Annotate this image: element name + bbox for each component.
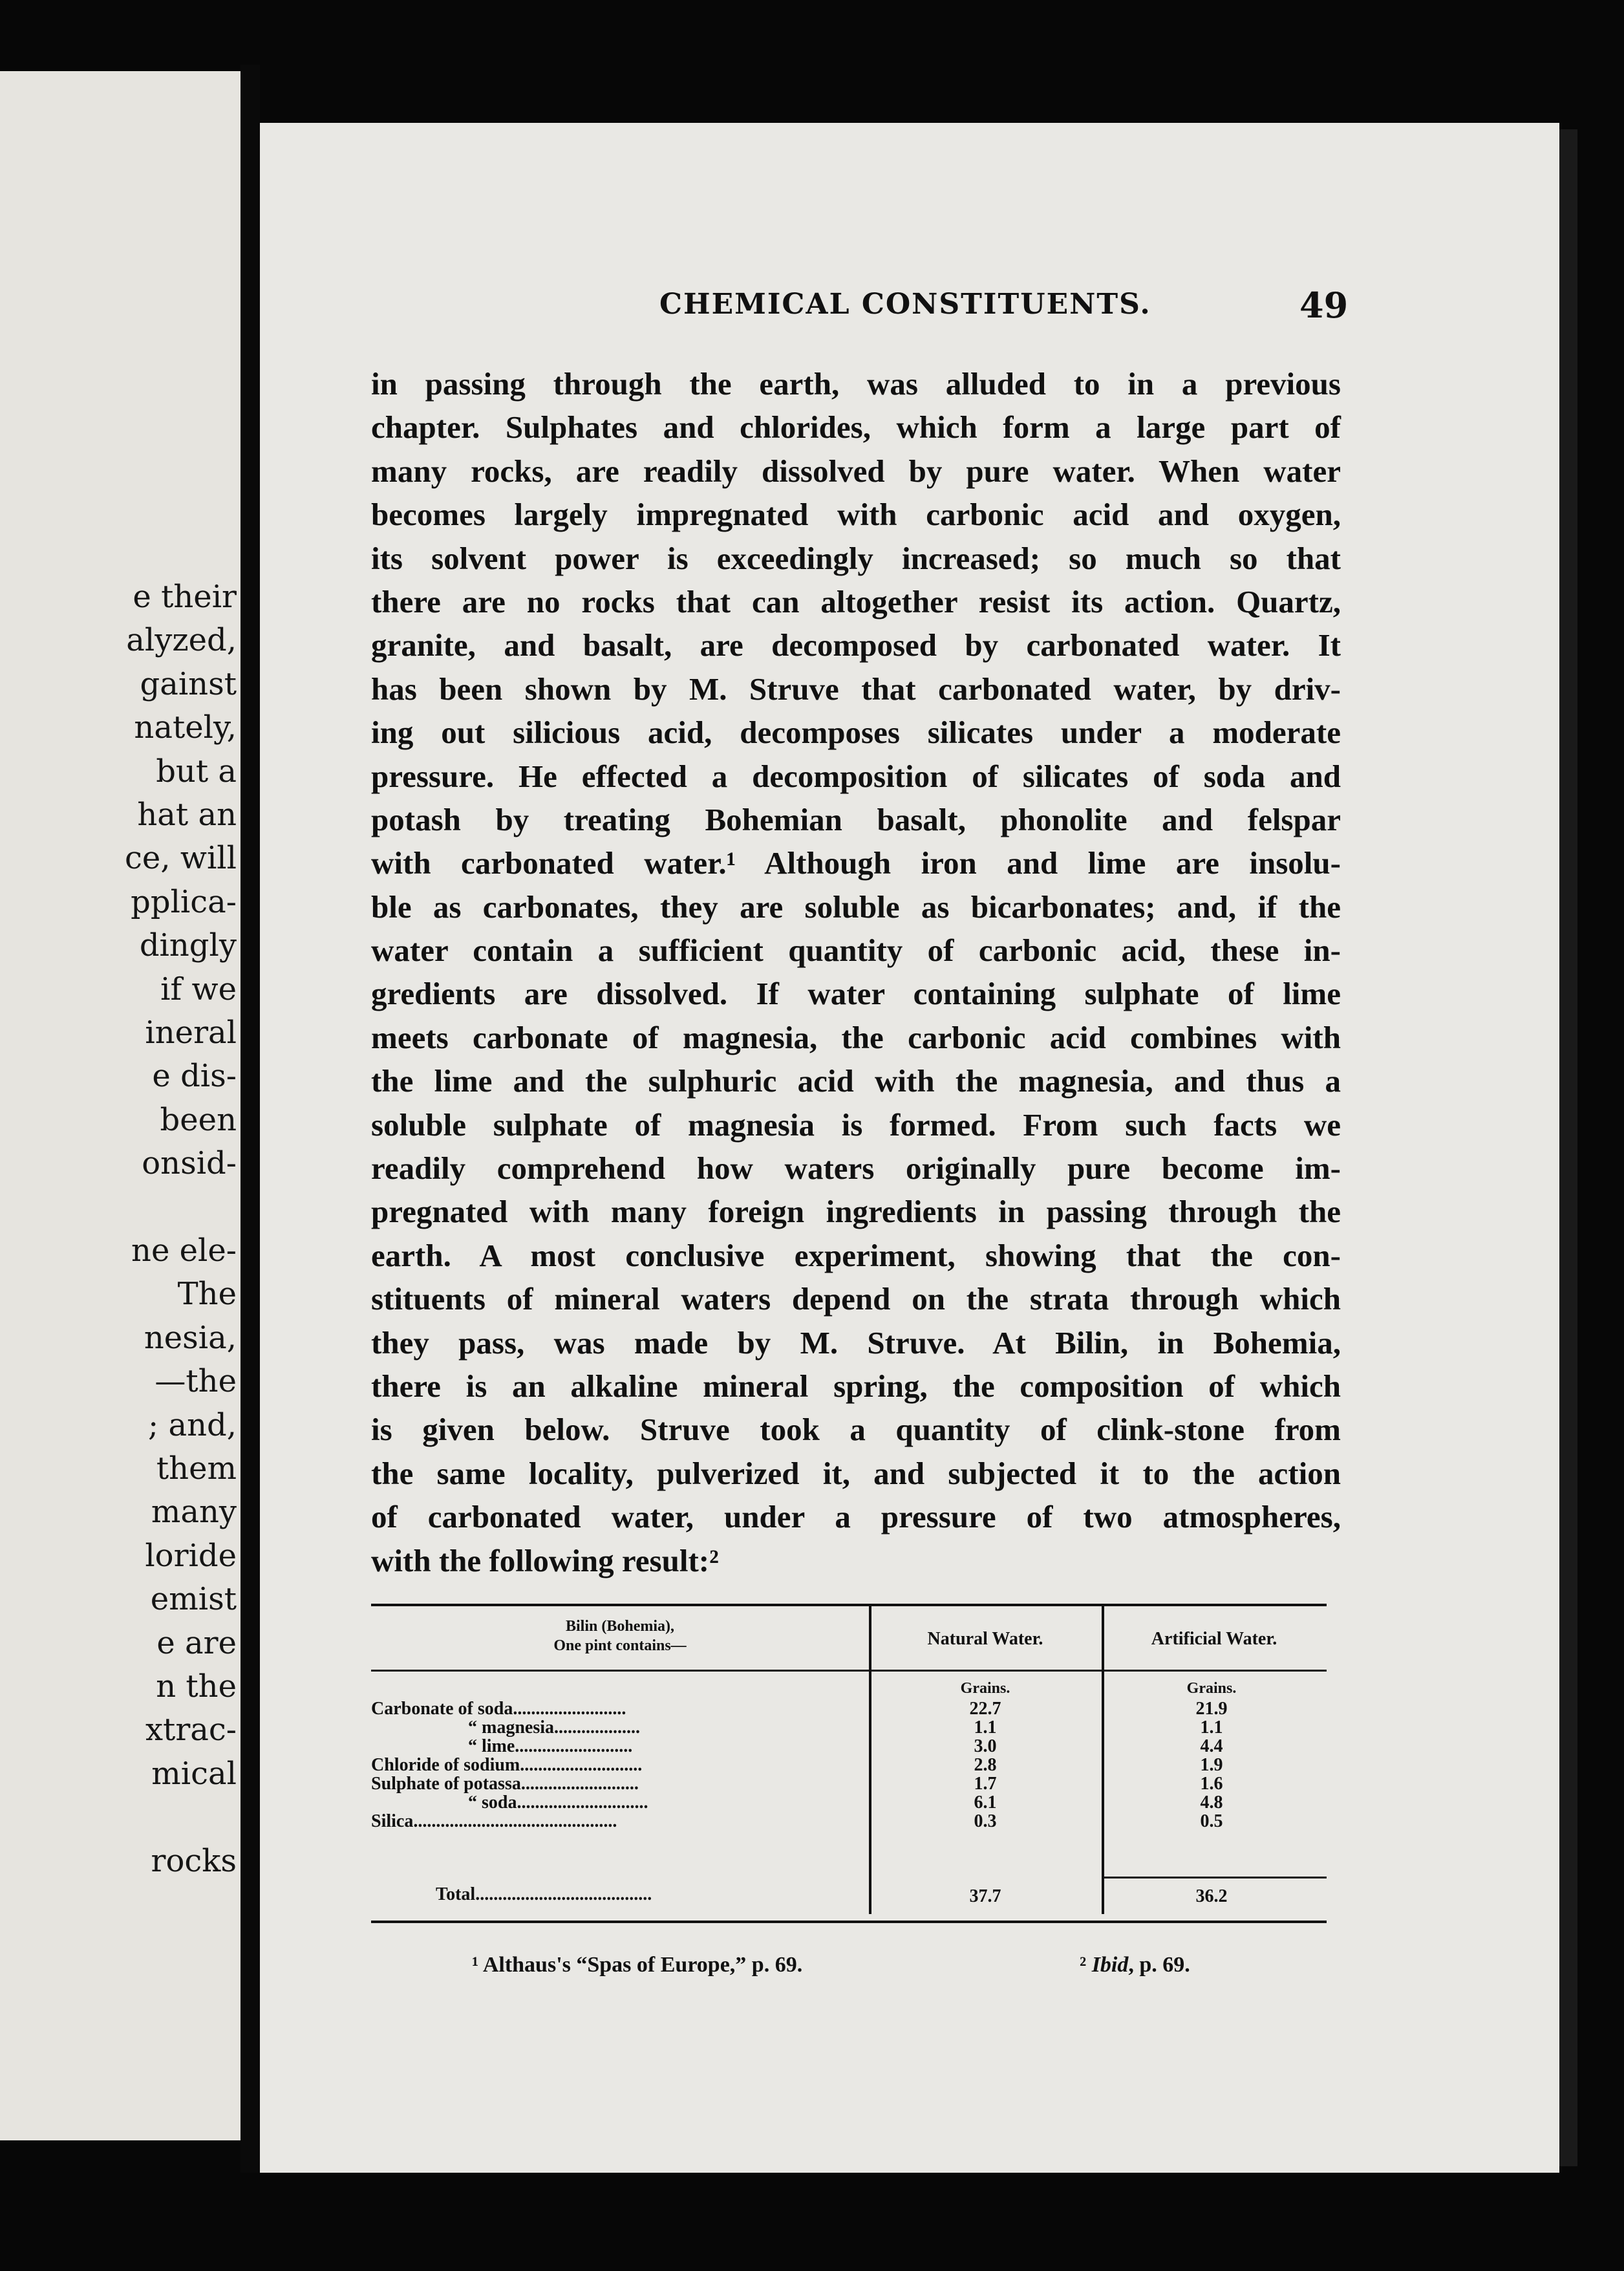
- previous-page-text-fragment: alyzed,: [126, 622, 237, 659]
- previous-page-text-fragment: e dis-: [152, 1058, 237, 1095]
- table-row-label: “ lime..........................: [468, 1736, 633, 1756]
- footnote-2-ibid: Ibid: [1091, 1953, 1129, 1977]
- body-line: pregnated with many foreign ingredients in passing through the: [371, 1194, 1341, 1230]
- previous-page-text-fragment: pplica-: [131, 883, 237, 920]
- table-column-rule: [869, 1604, 871, 1914]
- table-cell-artificial: 4.4: [1200, 1736, 1223, 1756]
- table-cell-natural: 2.8: [974, 1755, 997, 1775]
- body-text: [371, 362, 1341, 1582]
- body-line: pressure. He effected a decomposition of silicates of soda and: [371, 758, 1341, 794]
- total-label: Total.......................................: [436, 1884, 652, 1904]
- previous-page-text-fragment: gainst: [140, 665, 237, 702]
- column-header-artificial: Artificial Water.: [1151, 1629, 1277, 1649]
- body-line: they pass, was made by M. Struve. At Bilin, in Bohemia,: [371, 1324, 1341, 1361]
- body-line: stituents of mineral waters depend on the strata through which: [371, 1281, 1341, 1317]
- previous-page-text-fragment: ; and,: [148, 1406, 237, 1443]
- unit-label-natural: Grains.: [960, 1680, 1010, 1697]
- previous-page-text-fragment: ne ele-: [131, 1232, 237, 1269]
- composition-table: [371, 1604, 1327, 1927]
- body-line: the same locality, pulverized it, and subjected it to the action: [371, 1455, 1341, 1491]
- unit-label-artificial: Grains.: [1186, 1680, 1237, 1697]
- footnote-2: [1080, 1953, 1190, 1977]
- previous-page-text-fragment: but a: [156, 753, 237, 790]
- table-cell-artificial: 4.8: [1200, 1792, 1223, 1813]
- table-cell-artificial: 1.1: [1200, 1717, 1223, 1738]
- column-header-natural: Natural Water.: [927, 1629, 1043, 1649]
- previous-page-text-fragment: The: [177, 1276, 237, 1313]
- body-line: earth. A most conclusive experiment, showing that the con-: [371, 1237, 1341, 1273]
- page-gutter: [240, 65, 260, 2173]
- previous-page-text-fragment: many: [151, 1494, 237, 1531]
- previous-page-text-fragment: xtrac-: [145, 1712, 237, 1749]
- previous-page-text-fragment: ce, will: [125, 840, 237, 877]
- table-row-label: Carbonate of soda.........................: [371, 1699, 626, 1719]
- running-head: CHEMICAL CONSTITUENTS.: [659, 288, 1151, 321]
- table-cell-natural: 22.7: [969, 1699, 1001, 1719]
- body-line: becomes largely impregnated with carbonic acid and oxygen,: [371, 497, 1341, 533]
- table-bottom-rule: [371, 1921, 1327, 1923]
- body-line: there is an alkaline mineral spring, the composition of which: [371, 1368, 1341, 1404]
- table-cell-artificial: 0.5: [1200, 1811, 1223, 1831]
- table-cell-natural: 1.7: [974, 1774, 997, 1794]
- table-row-label: Chloride of sodium...........................: [371, 1755, 643, 1775]
- body-line: chapter. Sulphates and chlorides, which form a large part of: [371, 409, 1341, 446]
- previous-page-text-fragment: rocks: [151, 1842, 237, 1879]
- body-line: many rocks, are readily dissolved by pure water. When water: [371, 453, 1341, 489]
- footnote-2-page: , p. 69.: [1128, 1953, 1190, 1977]
- previous-page-text-fragment: e their: [133, 579, 237, 615]
- previous-page-text-fragment: nesia,: [144, 1319, 237, 1356]
- body-line: with carbonated water.¹ Although iron and lime are insolu-: [371, 845, 1341, 881]
- table-top-rule: [371, 1604, 1327, 1606]
- previous-page-text-fragment: if we: [160, 971, 237, 1007]
- previous-page-text-fragment: hat an: [137, 797, 237, 833]
- table-cell-artificial: 1.9: [1200, 1755, 1223, 1775]
- body-line: gredients are dissolved. If water containing sulphate of lime: [371, 976, 1341, 1012]
- page-edge-shadow: [1559, 129, 1577, 2166]
- table-column-rule: [1102, 1604, 1104, 1914]
- body-line: there are no rocks that can altogether resist its action. Quartz,: [371, 583, 1341, 619]
- body-line: of carbonated water, under a pressure of two atmospheres,: [371, 1499, 1341, 1535]
- previous-page-text-fragment: e are: [156, 1624, 237, 1661]
- body-line: ing out silicious acid, decomposes silicates under a moderate: [371, 715, 1341, 751]
- table-row-label: “ magnesia...................: [468, 1717, 640, 1738]
- table-cell-natural: 0.3: [974, 1811, 997, 1831]
- table-header-line: Bilin (Bohemia),: [565, 1618, 674, 1635]
- table-header-rule: [371, 1670, 1327, 1672]
- total-artificial: 36.2: [1195, 1886, 1228, 1906]
- body-line: ble as carbonates, they are soluble as bicarbonates; and, if the: [371, 888, 1341, 925]
- footnote-1: ¹ Althaus's “Spas of Europe,” p. 69.: [472, 1953, 803, 1977]
- table-cell-natural: 1.1: [974, 1717, 997, 1738]
- body-line: potash by treating Bohemian basalt, phonolite and felspar: [371, 801, 1341, 837]
- footnote-2-mark: ²: [1080, 1953, 1092, 1977]
- body-line: in passing through the earth, was alluded to in a previous: [371, 366, 1341, 402]
- total-natural: 37.7: [969, 1886, 1001, 1906]
- table-header-source: [371, 1617, 869, 1655]
- body-line: granite, and basalt, are decomposed by carbonated water. It: [371, 627, 1341, 663]
- body-line: is given below. Struve took a quantity of clink-stone from: [371, 1412, 1341, 1448]
- previous-page-text-fragment: loride: [145, 1537, 237, 1574]
- body-line: water contain a sufficient quantity of carbonic acid, these in-: [371, 932, 1341, 969]
- table-cell-natural: 3.0: [974, 1736, 997, 1756]
- page-number: 49: [1299, 285, 1349, 326]
- total-rule: [1102, 1877, 1327, 1878]
- table-row-label: Sulphate of potassa..........................: [371, 1774, 639, 1794]
- previous-page-text-fragment: dingly: [139, 927, 237, 964]
- table-cell-natural: 6.1: [974, 1792, 997, 1813]
- previous-page-text-fragment: them: [156, 1450, 237, 1487]
- body-line: the lime and the sulphuric acid with the magnesia, and thus a: [371, 1063, 1341, 1099]
- body-line: soluble sulphate of magnesia is formed. From such facts we: [371, 1106, 1341, 1143]
- previous-page-text-fragment: n the: [156, 1668, 237, 1705]
- previous-page-text-fragment: nately,: [134, 709, 237, 746]
- body-line: meets carbonate of magnesia, the carbonic acid combines with: [371, 1019, 1341, 1055]
- previous-page-fragment: [0, 71, 240, 2140]
- body-line: its solvent power is exceedingly increased; so much so that: [371, 540, 1341, 576]
- previous-page-text-fragment: mical: [151, 1755, 237, 1792]
- table-row-label: “ soda.............................: [468, 1792, 648, 1813]
- previous-page-text-fragment: onsid-: [142, 1145, 237, 1182]
- table-cell-artificial: 21.9: [1195, 1699, 1228, 1719]
- previous-page-text-fragment: —the: [155, 1363, 237, 1400]
- body-line: readily comprehend how waters originally pure become im-: [371, 1150, 1341, 1187]
- previous-page-text-fragment: emist: [150, 1581, 237, 1618]
- previous-page-text-fragment: ineral: [145, 1015, 237, 1051]
- table-cell-artificial: 1.6: [1200, 1774, 1223, 1794]
- body-line: has been shown by M. Struve that carbonated water, by driv-: [371, 671, 1341, 707]
- table-header-line: One pint contains—: [553, 1637, 687, 1654]
- table-row-label: Silica.............................................: [371, 1811, 617, 1831]
- body-line: with the following result:²: [371, 1542, 719, 1578]
- previous-page-text-fragment: been: [160, 1101, 237, 1138]
